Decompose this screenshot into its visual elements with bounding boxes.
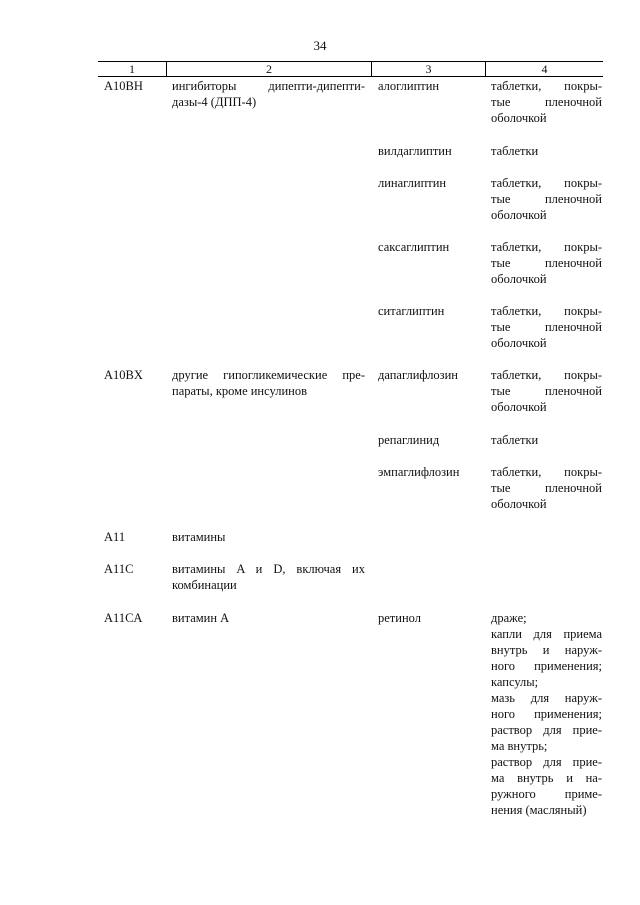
page-number: 34	[313, 38, 327, 53]
group-name: витамины A и D, включая их комбинации	[172, 562, 365, 592]
table-header	[98, 61, 603, 77]
atc-code: A11	[104, 530, 126, 544]
drug-name: эмпаглифлозин	[378, 465, 460, 479]
dosage-form: таблетки, покры- тые пленочной оболочкой	[491, 304, 602, 350]
group-name: ингибиторы дипепти-дипепти- дазы-4 (ДПП-4)	[172, 79, 365, 109]
drug-name: вилдаглиптин	[378, 144, 452, 158]
atc-code: A10BX	[104, 368, 143, 382]
dosage-form: таблетки, покры- тые пленочной оболочкой	[491, 79, 602, 125]
header-col-3: 3	[425, 62, 432, 76]
drug-name: ретинол	[378, 611, 421, 625]
dosage-form: таблетки	[491, 144, 539, 158]
drug-name: линаглиптин	[378, 176, 447, 190]
header-col-4: 4	[541, 62, 548, 76]
dosage-form: таблетки, покры- тые пленочной оболочкой	[491, 240, 602, 286]
atc-code: A10BH	[104, 79, 143, 93]
drug-name: репаглинид	[378, 433, 440, 447]
group-name: витамин A	[172, 611, 230, 625]
atc-code: A11C	[104, 562, 134, 576]
atc-code: A11CA	[104, 611, 143, 625]
dosage-form-list: драже; капли для приема внутрь и наруж- ного применения; капсулы; мазь для наруж- ного применения; раствор для прие- ма внутрь; раствор для прие- ма внутрь и на- ружного приме- нения (масляный)	[491, 611, 602, 817]
drug-name: дапаглифлозин	[378, 368, 458, 382]
drug-name: ситаглиптин	[378, 304, 445, 318]
group-name: другие гипогликемические пре- параты, кроме инсулинов	[172, 368, 365, 398]
drug-name: саксаглиптин	[378, 240, 450, 254]
dosage-form: таблетки, покры- тые пленочной оболочкой	[491, 368, 602, 414]
dosage-form: таблетки	[491, 433, 539, 447]
header-col-1: 1	[129, 62, 135, 76]
drug-name: алоглиптин	[378, 79, 440, 93]
dosage-form: таблетки, покры- тые пленочной оболочкой	[491, 465, 602, 511]
group-name: витамины	[172, 530, 226, 544]
header-col-2: 2	[266, 62, 272, 76]
dosage-form: таблетки, покры- тые пленочной оболочкой	[491, 176, 602, 222]
